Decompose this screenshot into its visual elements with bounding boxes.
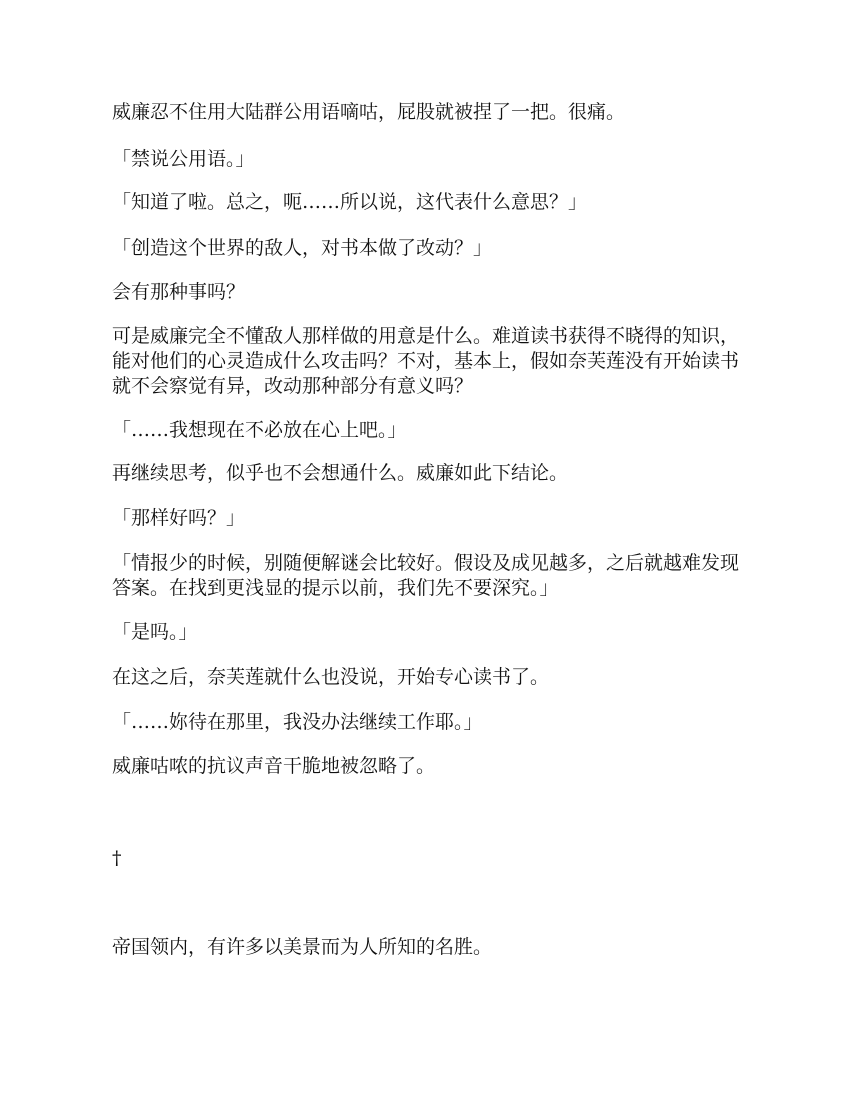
paragraph: 「……我想现在不必放在心上吧。」 xyxy=(112,419,407,441)
paragraph: 会有那种事吗？ xyxy=(112,281,246,303)
paragraph: 再继续思考，似乎也不会想通什么。威廉如此下结论。 xyxy=(112,462,569,484)
paragraph: 「……妳待在那里，我没办法继续工作耶。」 xyxy=(112,711,483,733)
paragraph: 在这之后，奈芙莲就什么也没说，开始专心读书了。 xyxy=(112,666,550,688)
paragraph: 「知道了啦。总之，呃……所以说，这代表什么意思？」 xyxy=(112,191,588,213)
paragraph: 帝国领内，有许多以美景而为人所知的名胜。 xyxy=(112,936,493,958)
paragraph: 「那样好吗？」 xyxy=(112,507,246,529)
paragraph: 威廉忍不住用大陆群公用语嘀咕，屁股就被捏了一把。很痛。 xyxy=(112,101,626,123)
paragraph: 可是威廉完全不懂敌人那样做的用意是什么。难道读书获得不晓得的知识，能对他们的心灵造成什么攻击吗？不对，基本上，假如奈芙莲没有开始读书就不会察觉有异，改动那种部分有意义吗？ xyxy=(112,325,740,397)
paragraph: 「是吗。」 xyxy=(112,621,198,643)
paragraph: 威廉咕哝的抗议声音干脆地被忽略了。 xyxy=(112,755,436,777)
paragraph: 「禁说公用语。」 xyxy=(112,148,255,170)
paragraph: 「创造这个世界的敌人，对书本做了改动？」 xyxy=(112,237,493,259)
section-separator: † xyxy=(112,847,122,869)
paragraph: 「情报少的时候，别随便解谜会比较好。假设及成见越多，之后就越难发现答案。在找到更浅显的提示以前，我们先不要深究。」 xyxy=(112,552,740,599)
